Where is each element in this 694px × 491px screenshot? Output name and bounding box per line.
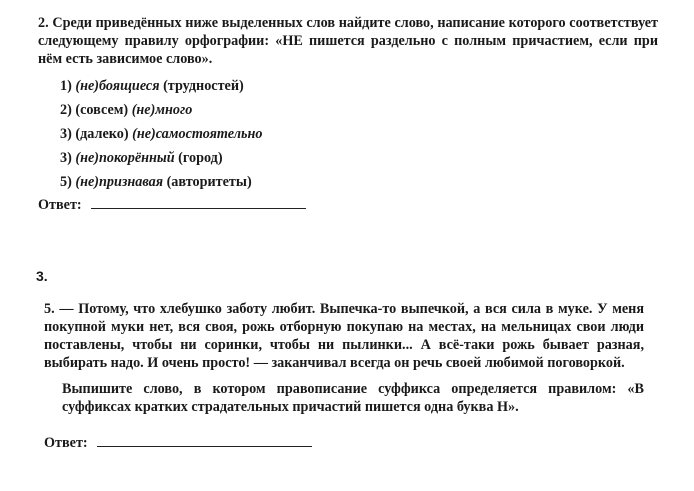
option-item	[60, 170, 658, 194]
option-word: (не)признавая	[75, 174, 164, 190]
task-passage	[44, 300, 644, 372]
answer-row	[44, 434, 644, 452]
answer-line[interactable]	[97, 434, 312, 447]
option-pre: (далеко)	[75, 126, 129, 142]
option-post: (трудностей)	[163, 78, 244, 94]
instruction-pre: Выпишите слово, в котором правописание	[62, 381, 368, 397]
passage-text: — Потому, что хлебушко заботу любит. Выпечка-то выпечкой, а вся сила в муке. У меня покупной муки нет, вся своя, рожь отборную покупаю на местах, на мельницах свои люди поставлены, чтобы ни соринки, чтобы ни пылинки... А всё-таки рожь бывает разная, выбирать надо. И очень просто! — заканчивал всегда он речь своей любимой поговоркой.	[44, 301, 645, 371]
task-block-5	[44, 300, 644, 452]
options-list	[60, 74, 658, 194]
instruction-bold: суффикса	[378, 381, 441, 397]
task-text: Среди приведённых ниже выделенных слов найдите слово, написание которого соответствует следующему правилу орфографии: «НЕ пишется раздельно с полным причастием, если при нём есть зависимое слово».	[38, 15, 658, 67]
option-item	[60, 98, 658, 122]
option-number: 3)	[60, 150, 72, 166]
answer-row	[38, 196, 658, 214]
option-number: 2)	[60, 102, 72, 118]
option-word: (не)много	[131, 102, 193, 118]
option-word: (не)покорённый	[75, 150, 175, 166]
task-statement	[38, 14, 658, 68]
task-number: 2.	[38, 15, 49, 31]
answer-label: Ответ:	[44, 435, 88, 451]
option-number: 3)	[60, 126, 72, 142]
task-block-2	[38, 14, 658, 214]
option-word: (не)самостоятельно	[132, 126, 263, 142]
option-item	[60, 146, 658, 170]
task-number: 5.	[44, 301, 55, 317]
section-label: 3.	[36, 268, 48, 284]
instruction-post: определяется правилом: «В суффиксах кратких страдательных причастий пишется одна буква Н».	[62, 381, 644, 415]
option-post: (город)	[178, 150, 223, 166]
option-pre: (совсем)	[75, 102, 129, 118]
option-number: 5)	[60, 174, 72, 190]
option-item	[60, 74, 658, 98]
option-item	[60, 122, 658, 146]
option-post: (авторитеты)	[166, 174, 252, 190]
task-instruction	[62, 380, 644, 416]
option-number: 1)	[60, 78, 72, 94]
option-word: (не)боящиеся	[75, 78, 160, 94]
answer-label: Ответ:	[38, 197, 82, 213]
answer-line[interactable]	[91, 196, 306, 209]
